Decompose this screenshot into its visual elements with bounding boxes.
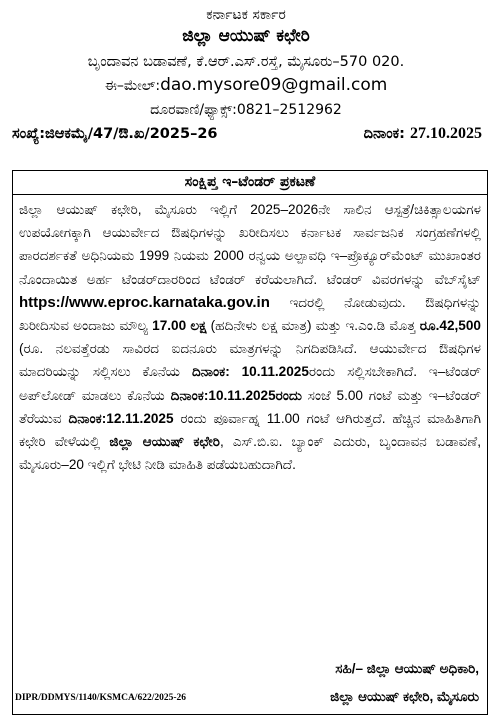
eproc-url: https://www.eproc.karnataka.gov.in [19, 293, 270, 311]
para-1: ಜಿಲ್ಲಾ ಆಯುಷ್ ಕಛೇರಿ, ಮೈಸೂರು ಇಲ್ಲಿಗೆ 2025–2026ನೇ ಸಾಲಿನ ಆಸ್ಪತ್ರೆ/ಚಿಕಿತ್ಸಾಲಯಗಳ ಉಪಯೋಗಕ್ಕಾಗಿ ಆಯುರ್ವೇದ ಔಷಧಿಗಳನ್ನು ಖರೀದಿಸಲು ಕರ್ನಾಟಕ ಸಾರ್ವಜನಿಕ ಸಂಗ್ರಹಣೆಗಳಲ್ಲಿ ಪಾರದರ್ಶಕತೆ ಅಧಿನಿಯಮ 1999 ನಿಯಮ 2000 ರನ್ವಯ ಅಲ್ಪಾವಧಿ ಇ–ಪ್ರೊಕ್ಯೂರ್‌ಮೆಂಟ್ ಮುಖಾಂತರ ನೊಂದಾಯಿತ ಅರ್ಹ ಟೆಂಡರ್‌ದಾರರಿಂದ ಟೆಂಡರ್ ಕರೆಯಲಾಗಿದೆ. ಟೆಂಡರ್ ವಿವರಗಳನ್ನು ವೆಬ್‌ಸೈಟ್ [19, 202, 481, 287]
phone-label: ದೂರವಾಣಿ/ಫ್ಯಾಕ್ಸ್: [150, 102, 237, 118]
office-name: ಜಿಲ್ಲಾ ಆಯುಷ್ ಕಛೇರಿ [182, 26, 310, 46]
sample-date: ದಿನಾಂಕ: 10.11.2025 [191, 364, 309, 380]
para-8: , ಎಸ್.ಬಿ.ಐ. ಬ್ಯಾಂಕ್ ಎದುರು, ಬೃಂದಾವನ ಬಡಾವಣೆ, ಮೈಸೂರು–20 ಇಲ್ಲಿಗೆ ಭೇಟಿ ನೀಡಿ ಮಾಹಿತಿ ಪಡೆಯಬಹುದಾಗಿದೆ. [19, 434, 481, 473]
email-address: dao.mysore09@gmail.com [160, 75, 388, 95]
email-line [0, 74, 492, 97]
signature-line-1: ಸಹಿ/– ಜಿಲ್ಲಾ ಆಯುಷ್ ಅಧಿಕಾರಿ, [335, 661, 479, 676]
date-value: 27.10.2025 [410, 125, 482, 142]
para-2: ಇದರಲ್ಲಿ ನೋಡುವುದು. ಔಷಧಿಗಳನ್ನು ಖರೀದಿಸುವ ಅಂದಾಜು ಮೌಲ್ಯ [19, 294, 481, 334]
notice-title: ಸಂಕ್ಷಿಪ್ತ ಇ–ಟೆಂಡರ್ ಪ್ರಕಟಣೆ [13, 171, 487, 195]
para-7: ರಂದು ಪೂರ್ವಾಹ್ನ 11.00 ಗಂಟೆ ಆಗಿರುತ್ತದೆ. ಹೆಚ್ಚಿನ ಮಾಹಿತಿಗಾಗಿ ಕಛೇರಿ ವೇಳೆಯಲ್ಲಿ [19, 410, 482, 450]
phone-number: 0821–2512962 [236, 102, 342, 118]
reference-number: ಸಂಖ್ಯೆ:ಜಿಆಕಮೈ/47/ಔ.ಖ/2025–26 [12, 126, 218, 142]
phone-line [0, 100, 492, 120]
government-name: ಕರ್ನಾಟಕ ಸರ್ಕಾರ [206, 7, 286, 23]
estimate-amount: 17.00 ಲಕ್ಷ [152, 318, 207, 334]
office-address: ಬೃಂದಾವನ ಬಡಾವಣೆ, ಕೆ.ಆರ್.ಎಸ್.ರಸ್ತೆ, ಮೈಸೂರು–570 020. [87, 54, 405, 70]
para-4: (ರೂ. ನಲವತ್ತೆರಡು ಸಾವಿರದ ಐದನೂರು ಮಾತ್ರಗಳನ್ನು ನಿಗದಿಪಡಿಸಿದೆ. ಆಯುರ್ವೇದ ಔಷಧಿಗಳ ಮಾದರಿಯನ್ನು ಸಲ್ಲಿಸಲು ಕೊನೆಯ [19, 341, 481, 380]
para-3: (ಹದಿನೇಳು ಲಕ್ಷ ಮಾತ್ರ) ಮತ್ತು ಇ.ಎಂ.ಡಿ ಮೊತ್ತ [206, 318, 420, 334]
notice-date [364, 124, 482, 144]
notice-body [13, 195, 487, 476]
para-6: ಸಂಜೆ 5.00 ಗಂಟೆ ಮತ್ತು ಇ–ಟೆಂಡರ್ ತೆರೆಯುವ [19, 387, 481, 426]
dipr-code: DIPR/DDMYS/1140/KSMCA/622/2025-26 [15, 693, 186, 703]
date-label: ದಿನಾಂಕ: [363, 126, 405, 142]
office-bold: ಜಿಲ್ಲಾ ಆಯುಷ್ ಕಛೇರಿ [109, 434, 220, 450]
para-5: ರಂದು ಸಲ್ಲಿಸಬೇಕಾಗಿದೆ. ಇ–ಟೆಂಡರ್ ಅಪ್‌ಲೋಡ್ ಮಾಡಲು ಕೊನೆಯ [19, 364, 481, 403]
signature-line-2: ಜಿಲ್ಲಾ ಆಯುಷ್ ಕಛೇರಿ, ಮೈಸೂರು [330, 689, 479, 704]
emd-amount: ರೂ.42,500 [419, 318, 481, 334]
upload-date: ದಿನಾಂಕ:10.11.2025ರಂದು [170, 387, 302, 403]
notice-box [12, 170, 488, 715]
reference-row [12, 124, 482, 144]
email-label: ಈ–ಮೇಲ್: [104, 78, 161, 94]
opening-date: ದಿನಾಂಕ:12.11.2025 [68, 410, 174, 426]
